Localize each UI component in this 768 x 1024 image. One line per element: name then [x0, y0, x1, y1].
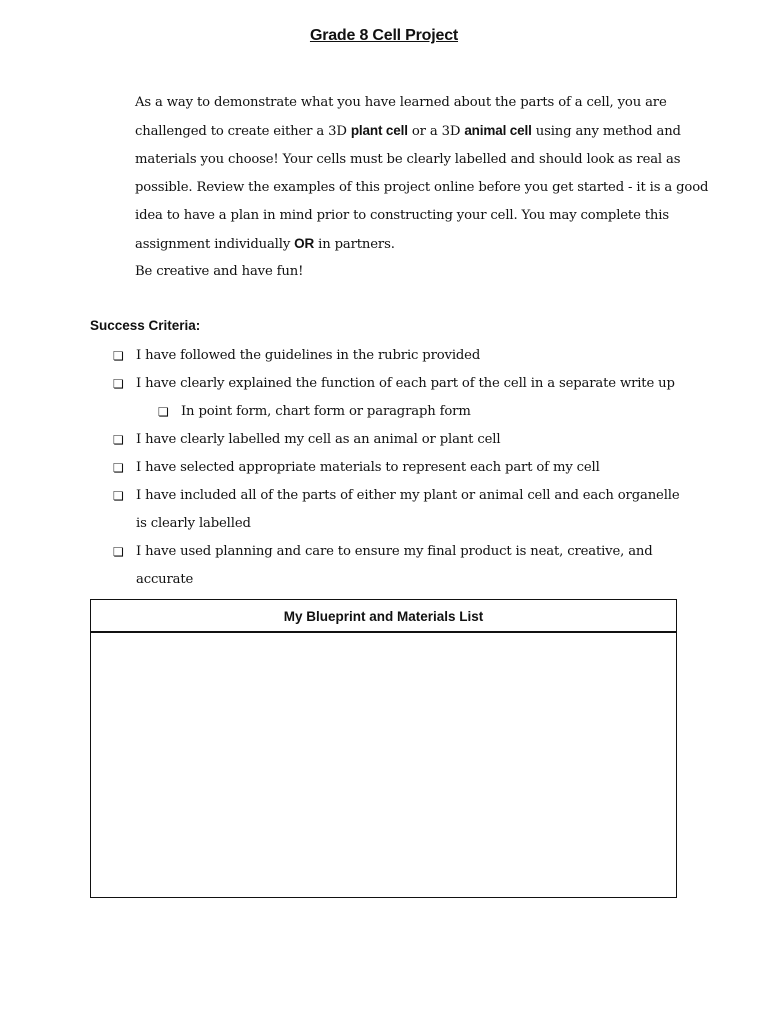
intro-text: in partners. — [314, 237, 395, 252]
criteria-item — [0, 370, 681, 398]
criteria-item — [0, 342, 681, 370]
intro-text: or a 3D — [407, 124, 465, 139]
checkbox-icon[interactable]: ❏ — [113, 377, 124, 391]
criteria-item — [0, 482, 681, 538]
criteria-text: I have included all of the parts of either my plant or animal cell and each organelle is clearly labelled — [136, 488, 680, 531]
checkbox-icon[interactable]: ❏ — [113, 461, 124, 475]
or-emphasis: OR — [294, 236, 315, 251]
criteria-item — [0, 538, 681, 594]
plant-cell-term: plant cell — [350, 123, 408, 138]
criteria-text: I have clearly labelled my cell as an animal or plant cell — [136, 432, 501, 447]
checkbox-icon[interactable]: ❏ — [113, 349, 124, 363]
intro-text: using any method and materials you choose! Your cells must be clearly labelled and should look as real as possible. Review the examples of this project online before you get started - it is a good idea to have a plan in mind prior to constructing your cell. You may complete this assignment individually — [135, 124, 709, 252]
criteria-subitem — [0, 398, 681, 426]
checkbox-icon[interactable]: ❏ — [113, 433, 124, 447]
checkbox-icon[interactable]: ❏ — [113, 545, 124, 559]
checkbox-icon[interactable]: ❏ — [158, 405, 169, 419]
criteria-text: I have selected appropriate materials to represent each part of my cell — [136, 460, 600, 475]
criteria-text: I have clearly explained the function of each part of the cell in a separate write up — [136, 376, 675, 391]
success-criteria-heading: Success Criteria: — [90, 318, 201, 333]
checkbox-icon[interactable]: ❏ — [113, 489, 124, 503]
blueprint-header: My Blueprint and Materials List — [91, 600, 676, 633]
intro-text: As a way to demonstrate what you have learned about the parts of a cell, you are challenged to create either a 3D — [135, 95, 667, 139]
criteria-text: In point form, chart form or paragraph form — [181, 404, 471, 419]
blueprint-table — [90, 599, 677, 898]
animal-cell-term: animal cell — [464, 123, 532, 138]
criteria-item — [0, 426, 681, 454]
closing-line: Be creative and have fun! — [135, 264, 304, 279]
criteria-text: I have used planning and care to ensure my final product is neat, creative, and accurate — [136, 544, 653, 587]
criteria-item — [0, 454, 681, 482]
success-criteria-list — [0, 342, 768, 594]
page-title: Grade 8 Cell Project — [309, 27, 459, 44]
blueprint-drawing-area[interactable] — [91, 633, 676, 897]
intro-paragraph — [90, 89, 725, 259]
criteria-text: I have followed the guidelines in the rubric provided — [136, 348, 481, 363]
